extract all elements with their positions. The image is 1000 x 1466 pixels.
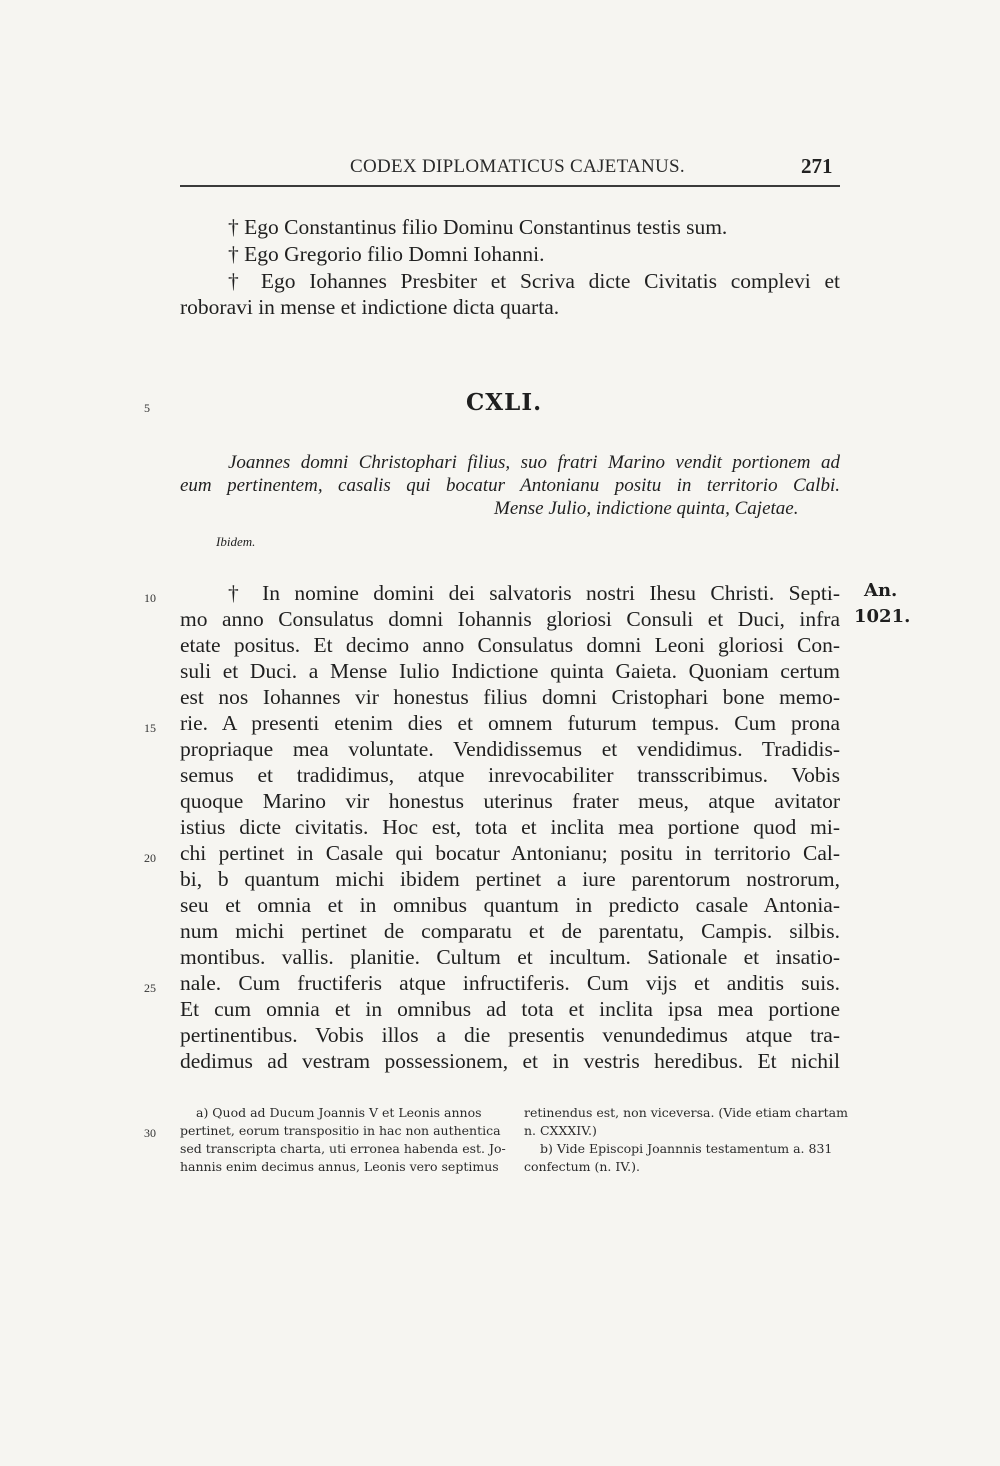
page-number: 271: [801, 154, 833, 178]
header-rule: [180, 185, 840, 187]
footnote-line: b) Vide Episcopi Joannnis testamentum a. 831: [540, 1141, 833, 1156]
body-line: propriaque mea voluntate. Vendidissemus et vendidimus. Tradidis-: [180, 737, 840, 761]
body-line: suli et Duci. a Mense Iulio Indictione quinta Gaieta. Quoniam certum: [180, 659, 840, 683]
document-summary-line: Joannes domni Christophari filius, suo fratri Marino vendit portionem ad: [228, 452, 840, 473]
body-line: Et cum omnia et in omnibus ad tota et inclita ipsa mea portione: [180, 997, 840, 1021]
body-line: seu et omnia et in omnibus quantum in predicto casale Antonia-: [180, 893, 840, 917]
line-number: 30: [144, 1126, 156, 1140]
line-number: 5: [144, 401, 150, 415]
line-number: 15: [144, 721, 156, 735]
body-line: rie. A presenti etenim dies et omnem futurum tempus. Cum prona: [180, 711, 840, 735]
footnote-line: a) Quod ad Ducum Joannis V et Leonis annos: [196, 1105, 482, 1120]
body-line: chi pertinet in Casale qui bocatur Antonianu; positu in territorio Cal-: [180, 841, 840, 865]
line-number: 20: [144, 851, 156, 865]
body-line: quoque Marino vir honestus uterinus frater meus, atque avitator: [180, 789, 840, 813]
body-line: † In nomine domini dei salvatoris nostri Ihesu Christi. Septi-: [228, 581, 840, 605]
line-number: 25: [144, 981, 156, 995]
source-note: Ibidem.: [216, 534, 256, 549]
footnote-line: hannis enim decimus annus, Leonis vero septimus: [180, 1159, 499, 1174]
body-line: semus et tradidimus, atque inrevocabiliter transscribimus. Vobis: [180, 763, 840, 787]
body-line: mo anno Consulatus domni Iohannis gloriosi Consuli et Duci, infra: [180, 607, 840, 631]
footnote-line: retinendus est, non viceversa. (Vide etiam chartam: [524, 1105, 848, 1120]
body-line: dedimus ad vestram possessionem, et in vestris heredibus. Et nichil: [180, 1049, 840, 1073]
footnote-line: pertinet, eorum transpositio in hac non authentica: [180, 1123, 501, 1138]
footnote-line: confectum (n. IV.).: [524, 1159, 640, 1174]
document-date-line: Mense Julio, indictione quinta, Cajetae.: [494, 498, 799, 519]
body-line: nale. Cum fructiferis atque infructiferis. Cum vijs et anditis suis.: [180, 971, 840, 995]
document-summary-line: eum pertinentem, casalis qui bocatur Antonianu positu in territorio Calbi.: [180, 475, 840, 496]
signature-line: † Ego Iohannes Presbiter et Scriva dicte Civitatis complevi et: [228, 269, 840, 293]
year-value: 1021.: [854, 606, 911, 627]
signature-line: † Ego Constantinus filio Dominu Constantinus testis sum.: [228, 215, 728, 239]
year-label: An.: [864, 580, 898, 601]
body-line: montibus. vallis. planitie. Cultum et incultum. Sationale et insatio-: [180, 945, 840, 969]
body-line: num michi pertinet de comparatu et de parentatu, Campis. silbis.: [180, 919, 840, 943]
body-line: istius dicte civitatis. Hoc est, tota et inclita mea portione quod mi-: [180, 815, 840, 839]
footnote-line: n. CXXXIV.): [524, 1123, 597, 1138]
body-line: est nos Iohannes vir honestus filius domni Cristophari bone memo-: [180, 685, 840, 709]
body-line: etate positus. Et decimo anno Consulatus domni Leoni gloriosi Con-: [180, 633, 840, 657]
document-number: CXLI.: [466, 389, 543, 416]
signature-line: roboravi in mense et indictione dicta quarta.: [180, 295, 560, 319]
running-title: CODEX DIPLOMATICUS CAJETANUS.: [350, 156, 685, 177]
body-line: bi, b quantum michi ibidem pertinet a iure parentorum nostrorum,: [180, 867, 840, 891]
body-line: pertinentibus. Vobis illos a die presentis venundedimus atque tra-: [180, 1023, 840, 1047]
footnote-line: sed transcripta charta, uti erronea habenda est. Jo-: [180, 1141, 506, 1156]
line-number: 10: [144, 591, 156, 605]
signature-line: † Ego Gregorio filio Domni Iohanni.: [228, 242, 545, 266]
